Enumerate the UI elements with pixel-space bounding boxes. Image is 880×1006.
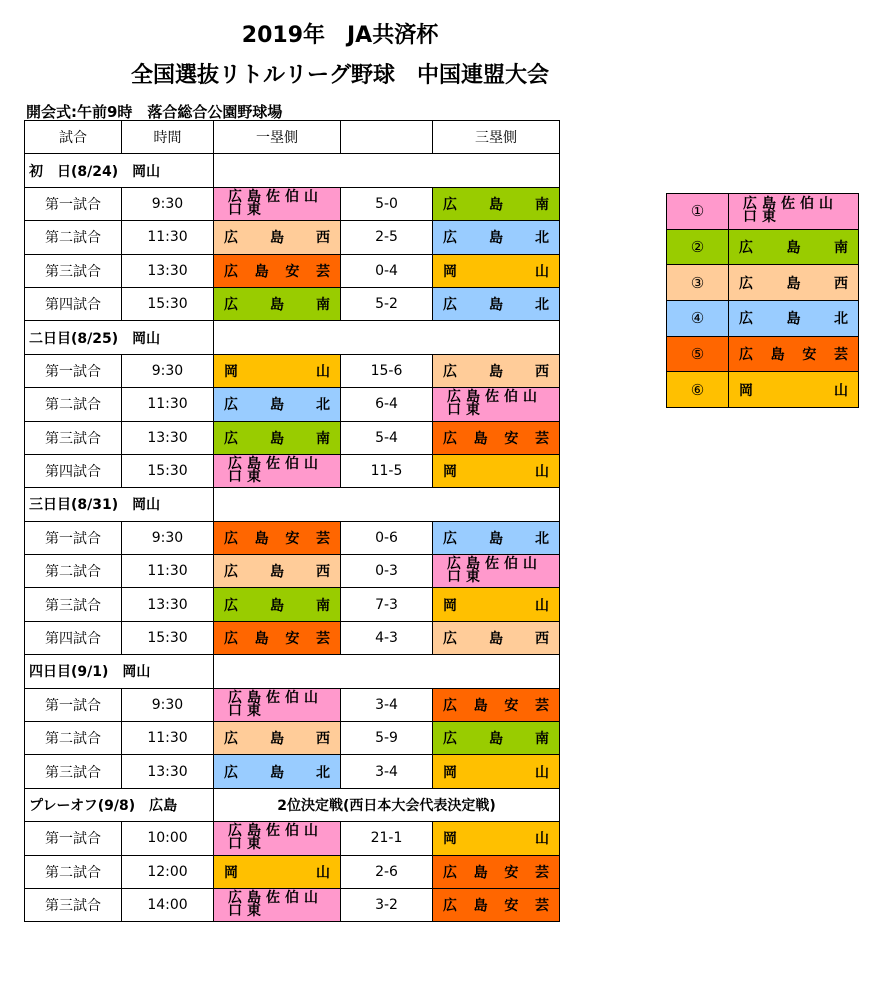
game-time: 13:30 <box>122 421 214 454</box>
game-time: 10:00 <box>122 822 214 855</box>
legend-number: ③ <box>667 265 729 301</box>
legend-team: 広島西 <box>729 265 859 301</box>
game-row <box>25 221 560 254</box>
game-row <box>25 254 560 287</box>
game-row <box>25 822 560 855</box>
match-label: 第三試合 <box>25 421 122 454</box>
day-note <box>214 154 560 187</box>
game-score: 0-4 <box>341 254 433 287</box>
day-label: 初 日(8/24) 岡山 <box>25 154 214 187</box>
game-time: 13:30 <box>122 755 214 788</box>
game-row <box>25 187 560 220</box>
match-label: 第四試合 <box>25 287 122 320</box>
third-base-team: 広島西 <box>433 621 560 654</box>
game-row <box>25 621 560 654</box>
third-base-team: 広島南 <box>433 187 560 220</box>
header-row <box>25 121 560 154</box>
day-row <box>25 655 560 688</box>
third-base-team: 広島北 <box>433 521 560 554</box>
third-base-team: 岡山 <box>433 454 560 487</box>
legend-row <box>667 265 859 301</box>
game-score: 3-4 <box>341 755 433 788</box>
first-base-team: 広島安芸 <box>214 621 341 654</box>
third-base-team: 広島北 <box>433 287 560 320</box>
legend-team: 広島北 <box>729 301 859 337</box>
first-base-team: 広島佐伯山口東 <box>214 688 341 721</box>
day-label: 三日目(8/31) 岡山 <box>25 488 214 521</box>
legend-team: 広島佐伯山口東 <box>729 194 859 230</box>
first-base-team: 広島南 <box>214 421 341 454</box>
game-row <box>25 454 560 487</box>
match-label: 第二試合 <box>25 221 122 254</box>
legend-row <box>667 301 859 337</box>
game-time: 9:30 <box>122 187 214 220</box>
match-label: 第四試合 <box>25 621 122 654</box>
game-score: 4-3 <box>341 621 433 654</box>
match-label: 第一試合 <box>25 354 122 387</box>
match-label: 第三試合 <box>25 755 122 788</box>
team-legend <box>666 193 859 408</box>
first-base-team: 広島南 <box>214 588 341 621</box>
game-score: 15-6 <box>341 354 433 387</box>
page-subtitle: 全国選抜リトルリーグ野球 中国連盟大会 <box>130 63 549 88</box>
match-label: 第二試合 <box>25 855 122 888</box>
schedule-table <box>24 120 560 922</box>
game-time: 12:00 <box>122 855 214 888</box>
game-time: 13:30 <box>122 254 214 287</box>
game-score: 2-5 <box>341 221 433 254</box>
third-base-team: 広島安芸 <box>433 688 560 721</box>
legend-team: 広島安芸 <box>729 336 859 372</box>
match-label: 第一試合 <box>25 822 122 855</box>
game-score: 5-4 <box>341 421 433 454</box>
game-time: 13:30 <box>122 588 214 621</box>
header-match: 試合 <box>25 121 122 154</box>
game-score: 21-1 <box>341 822 433 855</box>
game-row <box>25 888 560 921</box>
first-base-team: 広島佐伯山口東 <box>214 888 341 921</box>
match-label: 第二試合 <box>25 555 122 588</box>
header-third-base: 三塁側 <box>433 121 560 154</box>
legend-row <box>667 194 859 230</box>
match-label: 第三試合 <box>25 588 122 621</box>
game-score: 11-5 <box>341 454 433 487</box>
game-row <box>25 421 560 454</box>
header-first-base: 一塁側 <box>214 121 341 154</box>
opening-ceremony-info: 開会式:午前9時 落合総合公園野球場 <box>26 103 283 121</box>
game-time: 15:30 <box>122 621 214 654</box>
game-time: 11:30 <box>122 221 214 254</box>
first-base-team: 広島安芸 <box>214 521 341 554</box>
game-score: 2-6 <box>341 855 433 888</box>
game-score: 0-3 <box>341 555 433 588</box>
match-label: 第二試合 <box>25 722 122 755</box>
game-row <box>25 287 560 320</box>
game-score: 5-2 <box>341 287 433 320</box>
first-base-team: 広島北 <box>214 755 341 788</box>
legend-number: ⑤ <box>667 336 729 372</box>
third-base-team: 広島南 <box>433 722 560 755</box>
game-row <box>25 755 560 788</box>
day-note <box>214 321 560 354</box>
game-time: 9:30 <box>122 521 214 554</box>
third-base-team: 岡山 <box>433 254 560 287</box>
legend-row <box>667 372 859 408</box>
page-title: 2019年 JA共済杯 <box>241 23 439 48</box>
game-score: 5-9 <box>341 722 433 755</box>
legend-team: 広島南 <box>729 229 859 265</box>
third-base-team: 広島佐伯山口東 <box>433 555 560 588</box>
match-label: 第四試合 <box>25 454 122 487</box>
match-label: 第一試合 <box>25 521 122 554</box>
match-label: 第三試合 <box>25 888 122 921</box>
game-time: 11:30 <box>122 388 214 421</box>
game-time: 15:30 <box>122 287 214 320</box>
match-label: 第一試合 <box>25 688 122 721</box>
third-base-team: 広島安芸 <box>433 421 560 454</box>
third-base-team: 広島安芸 <box>433 855 560 888</box>
game-time: 11:30 <box>122 555 214 588</box>
legend-row <box>667 336 859 372</box>
game-row <box>25 855 560 888</box>
legend-team: 岡山 <box>729 372 859 408</box>
day-row <box>25 321 560 354</box>
game-time: 9:30 <box>122 354 214 387</box>
header-score <box>341 121 433 154</box>
day-note: 2位決定戦(西日本大会代表決定戦) <box>214 788 560 821</box>
first-base-team: 広島西 <box>214 722 341 755</box>
third-base-team: 広島西 <box>433 354 560 387</box>
first-base-team: 広島西 <box>214 221 341 254</box>
first-base-team: 岡山 <box>214 855 341 888</box>
game-score: 7-3 <box>341 588 433 621</box>
game-row <box>25 722 560 755</box>
third-base-team: 広島北 <box>433 221 560 254</box>
game-row <box>25 588 560 621</box>
legend-number: ④ <box>667 301 729 337</box>
legend-row <box>667 229 859 265</box>
day-label: 四日目(9/1) 岡山 <box>25 655 214 688</box>
game-time: 11:30 <box>122 722 214 755</box>
game-time: 9:30 <box>122 688 214 721</box>
day-row <box>25 788 560 821</box>
game-score: 3-2 <box>341 888 433 921</box>
game-row <box>25 521 560 554</box>
game-score: 5-0 <box>341 187 433 220</box>
first-base-team: 広島佐伯山口東 <box>214 187 341 220</box>
third-base-team: 岡山 <box>433 588 560 621</box>
game-row <box>25 388 560 421</box>
match-label: 第三試合 <box>25 254 122 287</box>
first-base-team: 広島北 <box>214 388 341 421</box>
first-base-team: 岡山 <box>214 354 341 387</box>
day-label: プレーオフ(9/8) 広島 <box>25 788 214 821</box>
day-row <box>25 154 560 187</box>
first-base-team: 広島安芸 <box>214 254 341 287</box>
game-time: 15:30 <box>122 454 214 487</box>
third-base-team: 広島安芸 <box>433 888 560 921</box>
first-base-team: 広島西 <box>214 555 341 588</box>
first-base-team: 広島佐伯山口東 <box>214 454 341 487</box>
game-time: 14:00 <box>122 888 214 921</box>
third-base-team: 岡山 <box>433 755 560 788</box>
third-base-team: 広島佐伯山口東 <box>433 388 560 421</box>
game-row <box>25 354 560 387</box>
match-label: 第一試合 <box>25 187 122 220</box>
game-score: 0-6 <box>341 521 433 554</box>
game-score: 3-4 <box>341 688 433 721</box>
game-score: 6-4 <box>341 388 433 421</box>
day-note <box>214 655 560 688</box>
third-base-team: 岡山 <box>433 822 560 855</box>
day-label: 二日目(8/25) 岡山 <box>25 321 214 354</box>
day-note <box>214 488 560 521</box>
match-label: 第二試合 <box>25 388 122 421</box>
legend-number: ① <box>667 194 729 230</box>
legend-number: ② <box>667 229 729 265</box>
first-base-team: 広島佐伯山口東 <box>214 822 341 855</box>
legend-number: ⑥ <box>667 372 729 408</box>
game-row <box>25 555 560 588</box>
day-row <box>25 488 560 521</box>
game-row <box>25 688 560 721</box>
header-time: 時間 <box>122 121 214 154</box>
first-base-team: 広島南 <box>214 287 341 320</box>
